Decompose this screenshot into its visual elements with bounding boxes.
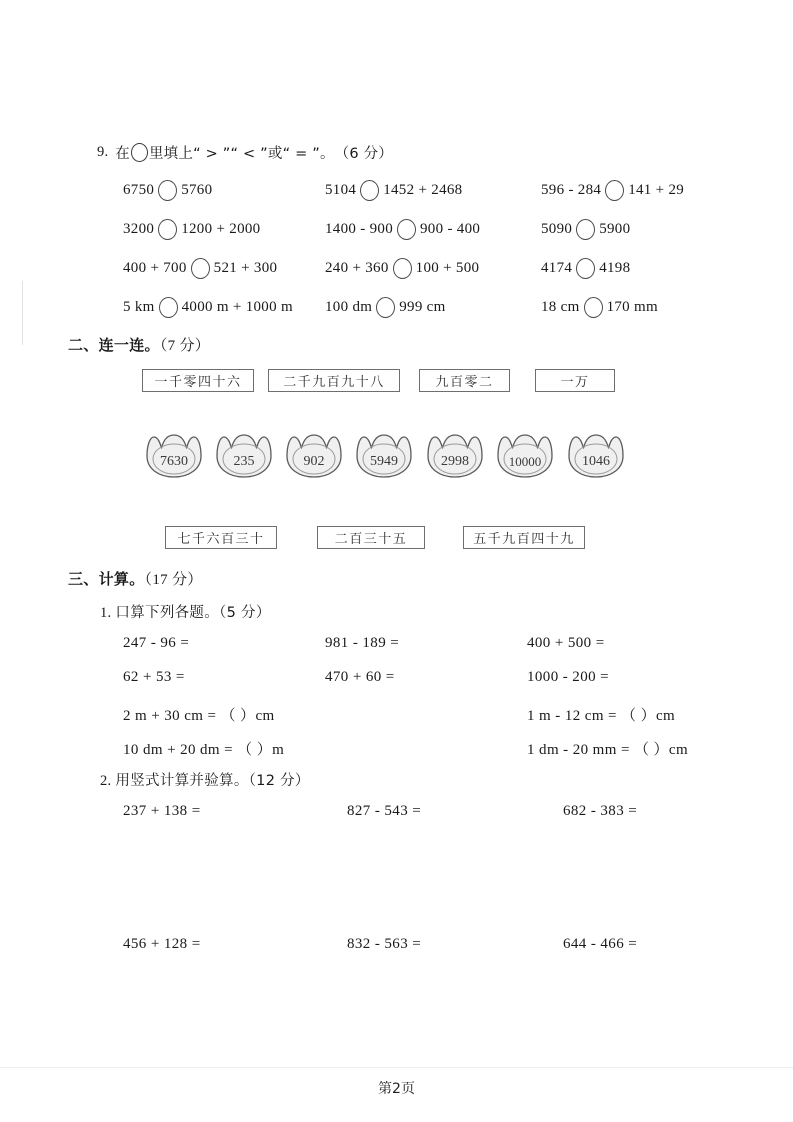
section-3-title: 三、计算。 bbox=[68, 570, 145, 588]
word-number-box[interactable]: 二千九百九十八 bbox=[268, 369, 400, 392]
comparison-item bbox=[325, 258, 479, 279]
tulip-number-label: 5949 bbox=[370, 454, 398, 469]
section-3-sub-2-heading bbox=[100, 769, 310, 790]
tulip-number-shape[interactable] bbox=[143, 432, 205, 480]
section-3-score: （17 分） bbox=[144, 572, 203, 588]
comparison-right-expression: 900 - 400 bbox=[420, 221, 481, 237]
section-2-heading bbox=[68, 334, 210, 355]
word-number-box[interactable]: 一万 bbox=[535, 369, 615, 392]
mental-math-problem: 62 + 53 = bbox=[123, 669, 185, 685]
comparison-item bbox=[325, 219, 480, 240]
tulip-number-shape[interactable] bbox=[494, 432, 556, 480]
comparison-left-expression: 400 + 700 bbox=[123, 260, 187, 276]
comparison-left-expression: 240 + 360 bbox=[325, 260, 389, 276]
mental-math-problem: 470 + 60 = bbox=[325, 669, 395, 685]
comparison-right-expression: 999 cm bbox=[399, 299, 446, 315]
tulip-number-label: 902 bbox=[303, 454, 325, 469]
tulip-number-shape[interactable] bbox=[424, 432, 486, 480]
column-math-problem: 827 - 543 = bbox=[347, 803, 422, 819]
comparison-item bbox=[541, 297, 658, 318]
tulip-number-label: 1046 bbox=[582, 454, 610, 469]
column-math-problem: 237 + 138 = bbox=[123, 803, 201, 819]
comparison-left-expression: 18 cm bbox=[541, 299, 580, 315]
mental-math-problem: 1 dm - 20 mm = （ ）cm bbox=[527, 742, 689, 758]
column-math-problem: 456 + 128 = bbox=[123, 936, 201, 952]
comparison-left-expression: 4174 bbox=[541, 260, 573, 276]
column-math-problem: 682 - 383 = bbox=[563, 803, 638, 819]
tulip-number-label: 7630 bbox=[160, 454, 188, 469]
sub-2-label: 用竖式计算并验算。 bbox=[115, 773, 249, 789]
word-number-box[interactable]: 七千六百三十 bbox=[165, 526, 277, 549]
column-math-problem: 644 - 466 = bbox=[563, 936, 638, 952]
comparison-answer-circle[interactable] bbox=[584, 297, 603, 318]
comparison-right-expression: 4000 m + 1000 m bbox=[181, 299, 293, 315]
comparison-right-expression: 1200 + 2000 bbox=[181, 221, 261, 237]
comparison-item bbox=[325, 180, 462, 201]
word-number-box[interactable]: 五千九百四十九 bbox=[463, 526, 585, 549]
section-2-title: 二、连一连。 bbox=[68, 336, 160, 354]
tulip-number-label: 2998 bbox=[441, 454, 469, 469]
comparison-left-expression: 5 km bbox=[123, 299, 155, 315]
scan-artifact-line bbox=[22, 281, 23, 345]
comparison-answer-circle[interactable] bbox=[397, 219, 416, 240]
comparison-item bbox=[325, 297, 446, 318]
comparison-answer-circle[interactable] bbox=[605, 180, 624, 201]
sub-1-index: 1. bbox=[100, 605, 112, 621]
word-number-box[interactable]: 二百三十五 bbox=[317, 526, 425, 549]
footer-divider bbox=[0, 1067, 793, 1068]
comparison-answer-circle[interactable] bbox=[376, 297, 395, 318]
comparison-left-expression: 1400 - 900 bbox=[325, 221, 393, 237]
comparison-left-expression: 5104 bbox=[325, 182, 357, 198]
tulip-number-shape[interactable] bbox=[565, 432, 627, 480]
comparison-left-expression: 596 - 284 bbox=[541, 182, 602, 198]
question-9-prompt: 在 bbox=[115, 146, 130, 162]
mental-math-problem: 981 - 189 = bbox=[325, 635, 400, 651]
section-3-sub-1-heading bbox=[100, 601, 271, 622]
comparison-item bbox=[541, 219, 630, 240]
comparison-right-expression: 1452 + 2468 bbox=[383, 182, 463, 198]
page-number: 第2页 bbox=[378, 1081, 415, 1097]
sub-2-index: 2. bbox=[100, 773, 112, 789]
question-9-heading bbox=[97, 142, 393, 163]
question-9-score: （6 分） bbox=[334, 146, 394, 162]
tulip-number-label: 10000 bbox=[508, 454, 542, 469]
comparison-item bbox=[541, 258, 630, 279]
column-math-problem: 832 - 563 = bbox=[347, 936, 422, 952]
comparison-answer-circle[interactable] bbox=[393, 258, 412, 279]
comparison-right-expression: 4198 bbox=[599, 260, 631, 276]
tulip-number-shape[interactable] bbox=[283, 432, 345, 480]
sub-1-label: 口算下列各题。 bbox=[115, 605, 220, 621]
section-2-score: （7 分） bbox=[159, 338, 211, 354]
mental-math-problem: 400 + 500 = bbox=[527, 635, 605, 651]
comparison-left-expression: 100 dm bbox=[325, 299, 373, 315]
tulip-number-shape[interactable] bbox=[353, 432, 415, 480]
comparison-item bbox=[123, 219, 260, 240]
section-3-heading bbox=[68, 568, 203, 589]
comparison-answer-circle[interactable] bbox=[576, 258, 595, 279]
mental-math-problem: 2 m + 30 cm = （ ）cm bbox=[123, 708, 275, 724]
comparison-left-expression: 3200 bbox=[123, 221, 155, 237]
mental-math-problem: 10 dm + 20 dm = （ ）m bbox=[123, 742, 285, 758]
comparison-item bbox=[541, 180, 684, 201]
mental-math-problem: 1000 - 200 = bbox=[527, 669, 610, 685]
sub-2-score: （12 分） bbox=[248, 773, 310, 789]
comparison-item bbox=[123, 258, 277, 279]
tulip-number-shape[interactable] bbox=[213, 432, 275, 480]
comparison-right-expression: 141 + 29 bbox=[628, 182, 685, 198]
comparison-answer-circle[interactable] bbox=[191, 258, 210, 279]
comparison-right-expression: 521 + 300 bbox=[213, 260, 278, 276]
comparison-right-expression: 170 mm bbox=[606, 299, 658, 315]
comparison-item bbox=[123, 297, 293, 318]
tulip-number-label: 235 bbox=[233, 454, 255, 469]
comparison-answer-circle[interactable] bbox=[576, 219, 595, 240]
comparison-answer-circle[interactable] bbox=[159, 297, 178, 318]
comparison-left-expression: 5090 bbox=[541, 221, 573, 237]
comparison-answer-circle[interactable] bbox=[158, 180, 177, 201]
comparison-right-expression: 5900 bbox=[599, 221, 631, 237]
question-9-prompt-tail: 里填上“ > ”“ < ”或“ = ”。 bbox=[148, 146, 335, 162]
question-9-index: 9. bbox=[97, 144, 109, 160]
comparison-circle-icon bbox=[131, 143, 148, 162]
comparison-right-expression: 5760 bbox=[181, 182, 213, 198]
word-number-box[interactable]: 九百零二 bbox=[419, 369, 510, 392]
mental-math-problem: 1 m - 12 cm = （ ）cm bbox=[527, 708, 676, 724]
comparison-answer-circle[interactable] bbox=[158, 219, 177, 240]
comparison-right-expression: 100 + 500 bbox=[415, 260, 480, 276]
word-number-box[interactable]: 一千零四十六 bbox=[142, 369, 254, 392]
comparison-answer-circle[interactable] bbox=[360, 180, 379, 201]
mental-math-problem: 247 - 96 = bbox=[123, 635, 190, 651]
sub-1-score: （5 分） bbox=[219, 605, 271, 621]
comparison-left-expression: 6750 bbox=[123, 182, 155, 198]
comparison-item bbox=[123, 180, 212, 201]
